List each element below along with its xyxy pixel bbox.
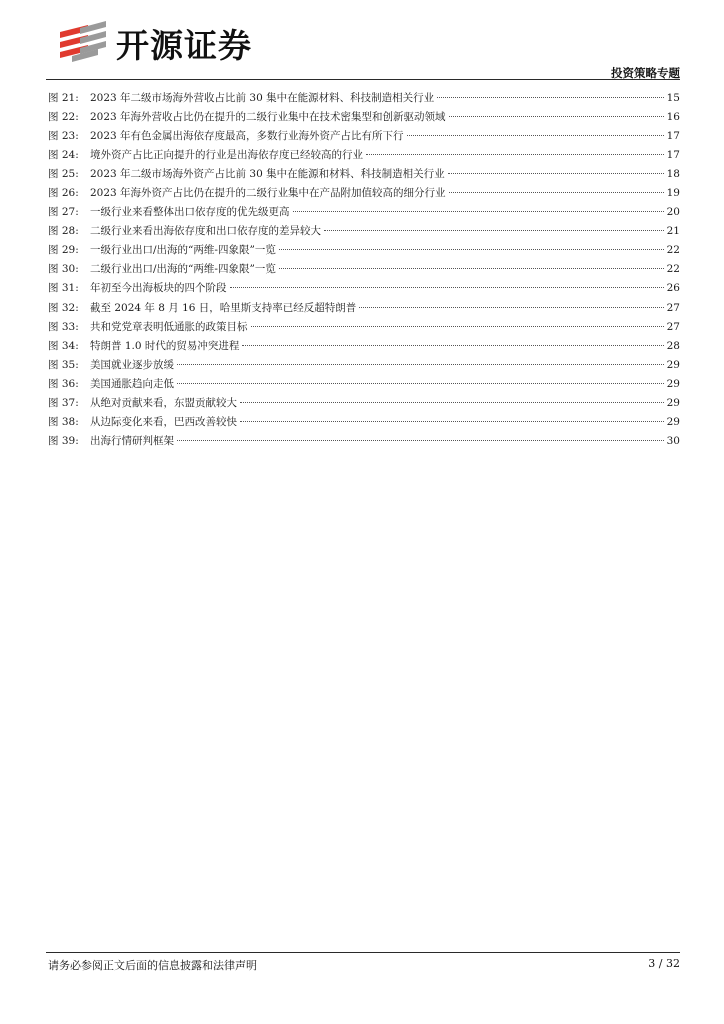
toc-figure-number: 图 25: xyxy=(48,168,79,181)
toc-entry[interactable] xyxy=(48,89,680,108)
toc-entry[interactable] xyxy=(48,165,680,184)
toc-figure-title: 2023 年海外资产占比仍在提升的二级行业集中在产品附加值较高的细分行业 xyxy=(90,187,446,200)
toc-entry[interactable] xyxy=(48,337,680,356)
toc-figure-number: 图 32: xyxy=(48,301,79,314)
toc-entry[interactable] xyxy=(48,184,680,203)
toc-page-number: 27 xyxy=(666,320,680,333)
toc-figure-number: 图 30: xyxy=(48,263,79,276)
footer-disclaimer: 请务必参阅正文后面的信息披露和法律声明 xyxy=(48,959,257,972)
toc-leader-dots xyxy=(240,421,664,422)
toc-entry[interactable] xyxy=(48,318,680,337)
toc-figure-number: 图 36: xyxy=(48,377,79,390)
toc-figure-number: 图 23: xyxy=(48,130,79,143)
toc-figure-number: 图 29: xyxy=(48,244,79,257)
toc-leader-dots xyxy=(407,135,664,136)
toc-leader-dots xyxy=(449,116,664,117)
toc-page-number: 22 xyxy=(666,244,680,257)
toc-leader-dots xyxy=(177,364,664,365)
toc-figure-number: 图 27: xyxy=(48,206,79,219)
toc-entry[interactable] xyxy=(48,127,680,146)
toc-figure-number: 图 33: xyxy=(48,320,79,333)
toc-figure-title: 一级行业来看整体出口依存度的优先级更高 xyxy=(90,206,290,219)
toc-leader-dots xyxy=(177,383,664,384)
toc-page-number: 19 xyxy=(666,187,680,200)
toc-leader-dots xyxy=(230,287,664,288)
toc-leader-dots xyxy=(279,249,664,250)
toc-page-number: 28 xyxy=(666,339,680,352)
toc-figure-number: 图 38: xyxy=(48,415,79,428)
toc-page-number: 29 xyxy=(666,415,680,428)
toc-figure-title: 特朗普 1.0 时代的贸易冲突进程 xyxy=(90,339,240,352)
toc-entry[interactable] xyxy=(48,432,680,451)
brand-logo xyxy=(58,18,252,68)
toc-page-number: 16 xyxy=(666,111,680,124)
toc-figure-number: 图 26: xyxy=(48,187,79,200)
toc-leader-dots xyxy=(251,326,664,327)
page-header xyxy=(0,0,724,90)
toc-figure-title: 二级行业来看出海依存度和出口依存度的差异较大 xyxy=(90,225,321,238)
toc-page-number: 29 xyxy=(666,358,680,371)
toc-entry[interactable] xyxy=(48,108,680,127)
toc-entry[interactable] xyxy=(48,279,680,298)
toc-page-number: 20 xyxy=(666,206,680,219)
toc-figure-title: 年初至今出海板块的四个阶段 xyxy=(90,282,227,295)
toc-figure-number: 图 37: xyxy=(48,396,79,409)
header-divider xyxy=(46,79,680,80)
toc-figure-number: 图 22: xyxy=(48,111,79,124)
toc-entry[interactable] xyxy=(48,241,680,260)
figure-index-list xyxy=(48,89,680,451)
toc-entry[interactable] xyxy=(48,146,680,165)
toc-figure-title: 2023 年二级市场海外营收占比前 30 集中在能源材料、科技制造相关行业 xyxy=(90,92,435,104)
toc-figure-title: 一级行业出口/出海的“两维-四象限”一览 xyxy=(90,244,276,257)
toc-figure-title: 从边际变化来看，巴西改善较快 xyxy=(90,415,237,428)
toc-page-number: 21 xyxy=(666,225,680,238)
toc-entry[interactable] xyxy=(48,299,680,318)
toc-entry[interactable] xyxy=(48,222,680,241)
toc-figure-number: 图 39: xyxy=(48,434,79,447)
toc-page-number: 26 xyxy=(666,282,680,295)
toc-figure-title: 2023 年有色金属出海依存度最高，多数行业海外资产占比有所下行 xyxy=(90,130,404,143)
toc-figure-number: 图 34: xyxy=(48,339,79,352)
toc-page-number: 29 xyxy=(666,396,680,409)
toc-figure-title: 2023 年二级市场海外资产占比前 30 集中在能源和材料、科技制造相关行业 xyxy=(90,168,445,181)
toc-page-number: 27 xyxy=(666,301,680,314)
toc-page-number: 18 xyxy=(666,168,680,181)
toc-page-number: 15 xyxy=(666,92,680,104)
toc-leader-dots xyxy=(240,402,664,403)
toc-figure-title: 共和党党章表明低通胀的政策目标 xyxy=(90,320,248,333)
toc-entry[interactable] xyxy=(48,394,680,413)
toc-page-number: 17 xyxy=(666,149,680,162)
toc-entry[interactable] xyxy=(48,203,680,222)
toc-figure-number: 图 24: xyxy=(48,149,79,162)
toc-figure-number: 图 35: xyxy=(48,358,79,371)
toc-leader-dots xyxy=(242,345,663,346)
toc-figure-title: 二级行业出口/出海的“两维-四象限”一览 xyxy=(90,263,276,276)
toc-figure-title: 从绝对贡献来看，东盟贡献较大 xyxy=(90,396,237,409)
footer-divider xyxy=(46,952,680,953)
toc-entry[interactable] xyxy=(48,356,680,375)
toc-page-number: 30 xyxy=(666,434,680,447)
toc-figure-title: 出海行情研判框架 xyxy=(90,434,174,447)
toc-entry[interactable] xyxy=(48,375,680,394)
report-type-label: 投资策略专题 xyxy=(611,66,680,80)
toc-leader-dots xyxy=(177,440,664,441)
kaiyuan-logo-icon xyxy=(58,20,110,66)
toc-entry[interactable] xyxy=(48,260,680,279)
toc-figure-title: 截至 2024 年 8 月 16 日，哈里斯支持率已经反超特朗普 xyxy=(90,301,357,314)
toc-leader-dots xyxy=(366,154,664,155)
toc-page-number: 29 xyxy=(666,377,680,390)
toc-leader-dots xyxy=(449,192,664,193)
toc-page-number: 17 xyxy=(666,130,680,143)
toc-figure-number: 图 31: xyxy=(48,282,79,295)
toc-figure-title: 美国就业逐步放缓 xyxy=(90,358,174,371)
toc-leader-dots xyxy=(293,211,664,212)
toc-figure-title: 境外资产占比正向提升的行业是出海依存度已经较高的行业 xyxy=(90,149,363,162)
toc-page-number: 22 xyxy=(666,263,680,276)
toc-figure-number: 图 21: xyxy=(48,92,79,104)
toc-leader-dots xyxy=(279,268,664,269)
toc-figure-number: 图 28: xyxy=(48,225,79,238)
page-number: 3 / 32 xyxy=(648,957,680,970)
brand-name: 开源证券 xyxy=(116,25,252,65)
toc-figure-title: 美国通胀趋向走低 xyxy=(90,377,174,390)
toc-leader-dots xyxy=(448,173,664,174)
toc-figure-title: 2023 年海外营收占比仍在提升的二级行业集中在技术密集型和创新驱动领域 xyxy=(90,111,446,124)
toc-leader-dots xyxy=(437,97,664,98)
toc-leader-dots xyxy=(359,307,663,308)
toc-entry[interactable] xyxy=(48,413,680,432)
toc-leader-dots xyxy=(324,230,664,231)
